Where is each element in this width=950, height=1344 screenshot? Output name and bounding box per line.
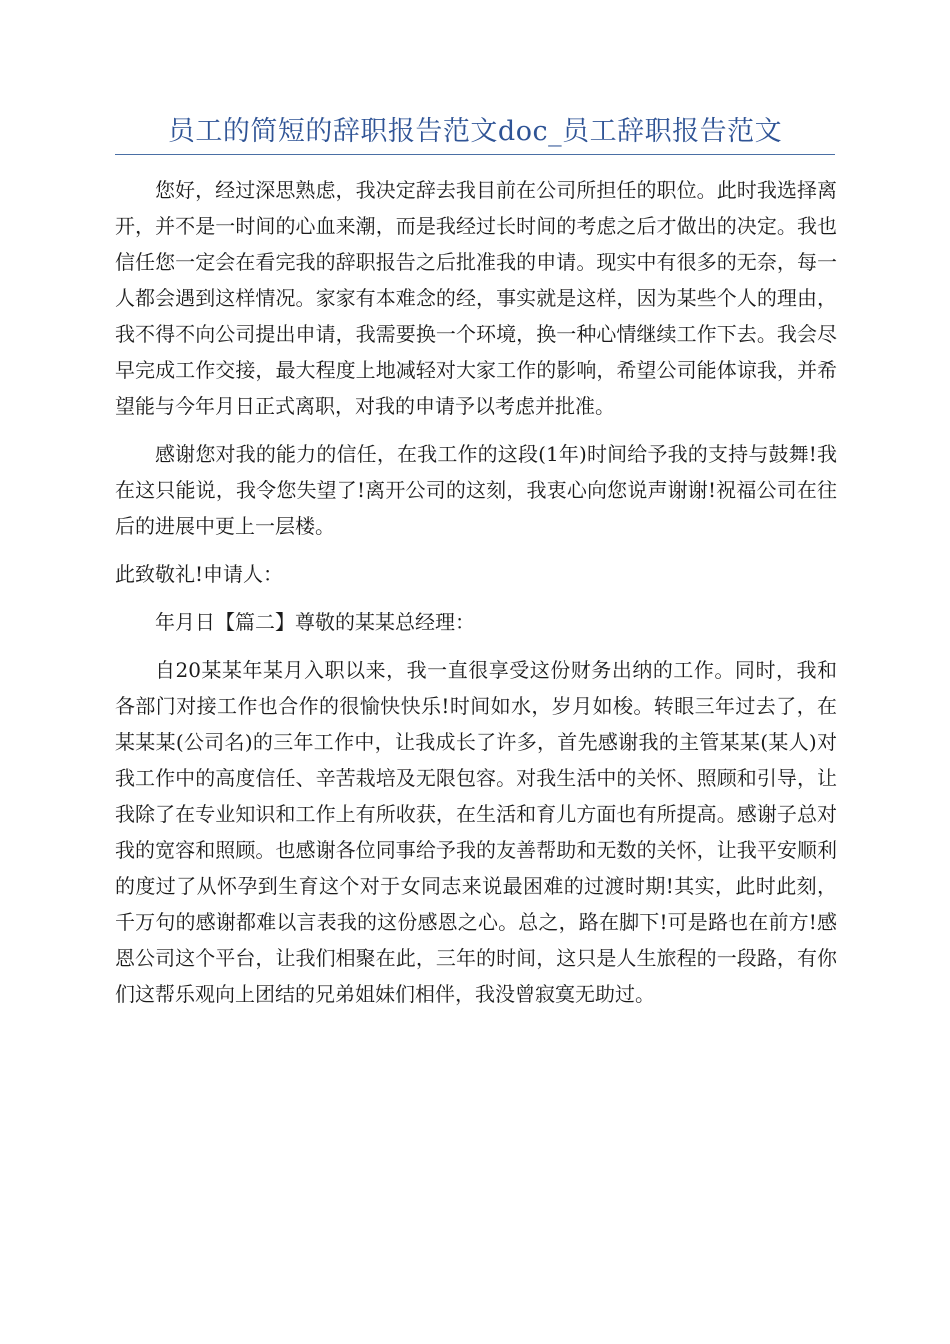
document-body: [115, 172, 837, 1024]
paragraph-2: 感谢您对我的能力的信任，在我工作的这段(1年)时间给予我的支持与鼓舞!我在这只能说，我令您失望了!离开公司的这刻，我衷心向您说声谢谢!祝福公司在往后的进展中更上一层楼。: [115, 442, 837, 538]
paragraph-date-salutation: 年月日【篇二】尊敬的某某总经理：: [155, 610, 475, 634]
paragraph-1: 您好，经过深思熟虑，我决定辞去我目前在公司所担任的职位。此时我选择离开，并不是一时间的心血来潮，而是我经过长时间的考虑之后才做出的决定。我也信任您一定会在看完我的辞职报告之后批准我的申请。现实中有很多的无奈，每一人都会遇到这样情况。家家有本难念的经，事实就是这样，因为某些个人的理由，我不得不向公司提出申请，我需要换一个环境，换一种心情继续工作下去。我会尽早完成工作交接，最大程度上地减轻对大家工作的影响，希望公司能体谅我，并希望能与今年月日正式离职，对我的申请予以考虑并批准。: [115, 178, 837, 418]
paragraph-closing: 此致敬礼!申请人：: [115, 562, 284, 586]
document-title: 员工的简短的辞职报告范文doc_员工辞职报告范文: [167, 116, 783, 147]
title-underline-block: [115, 110, 835, 155]
paragraph-5: 自20某某年某月入职以来，我一直很享受这份财务出纳的工作。同时，我和各部门对接工作也合作的很愉快快乐!时间如水，岁月如梭。转眼三年过去了，在某某某(公司名)的三年工作中，让我成长了许多，首先感谢我的主管某某(某人)对我工作中的高度信任、辛苦栽培及无限包容。对我生活中的关怀、照顾和引导，让我除了在专业知识和工作上有所收获，在生活和育儿方面也有所提高。感谢子总对我的宽容和照顾。也感谢各位同事给予我的友善帮助和无数的关怀，让我平安顺利的度过了从怀孕到生育这个对于女同志来说最困难的过渡时期!其实，此时此刻，千万句的感谢都难以言表我的这份感恩之心。总之，路在脚下!可是路也在前方!感恩公司这个平台，让我们相聚在此，三年的时间，这只是人生旅程的一段路，有你们这帮乐观向上团结的兄弟姐妹们相伴，我没曾寂寞无助过。: [115, 658, 837, 1006]
